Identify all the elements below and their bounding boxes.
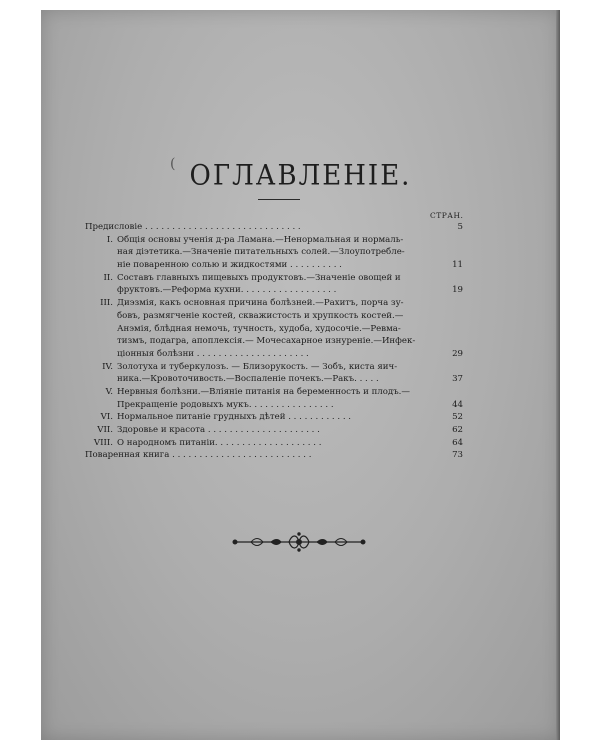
toc-line [85,234,463,247]
toc-line [85,386,463,399]
toc-entry-text: Поваренная книга . . . . . . . . . . . . . . . . . . . . . . . . . . [85,450,312,461]
toc-entry-text: тизмъ, подагра, апоплексія.— Мочесахарное изнуреніе.—Инфек- [117,336,416,347]
toc-entry-text: Предисловіе . . . . . . . . . . . . . . . . . . . . . . . . . . . . . [85,222,301,232]
toc-line [85,348,463,361]
toc-page-number: 52 [452,412,463,423]
toc-entry-text: Здоровье и красота . . . . . . . . . . . . . . . . . . . . . [117,425,320,435]
chapter-number: IV. [102,361,113,372]
decorative-ornament [231,530,367,554]
toc-line [85,272,463,285]
toc-entry-text: Нервныя болѣзни.—Вліяніе питанія на беременность и плодъ.— [117,386,411,397]
title-divider [258,199,300,200]
toc-entry-text: Нормальное питаніе грудныхъ дѣтей . . . . . . . . . . . . [117,412,352,423]
chapter-number: I. [106,234,113,245]
toc-line [85,221,463,234]
toc-line [85,361,463,374]
toc-line [85,259,463,272]
toc-line [85,246,463,259]
toc-line [85,424,463,437]
pencil-mark: ( [170,156,176,172]
toc-line [85,335,463,348]
toc-entry-text: ціонныя болѣзни . . . . . . . . . . . . . . . . . . . . . [117,348,309,359]
toc-page-number: 11 [452,260,463,271]
toc-entry-text: Составъ главныхъ пищевыхъ продуктовъ.—Значеніе овощей и [117,272,401,283]
chapter-number: III. [100,298,113,309]
chapter-number: II. [103,272,113,283]
toc-page-number: 29 [452,348,463,359]
toc-page-number: 37 [452,374,463,385]
toc-entry-text: Прекращеніе родовыхъ мукъ. . . . . . . . . . . . . . . . [117,399,334,410]
chapter-number: VIII. [93,437,113,448]
book-page [41,10,560,740]
toc-entry-text: Золотуха и туберкулозъ. — Близорукость. — Зобъ, киста яич- [117,361,398,372]
page-column-header: СТРАН. [430,211,464,220]
toc-entry-text: О народномъ питаніи. . . . . . . . . . . . . . . . . . . . [117,437,322,448]
toc-entry-text: бовъ, размягченіе костей, скважистость и хрупкость костей.— [117,310,404,321]
toc-entry-text: Диэзмія, какъ основная причина болѣзней.—Рахитъ, порча зу- [117,298,404,309]
toc-page-number: 19 [452,285,463,296]
chapter-number: VI. [100,412,113,423]
table-of-contents [85,221,463,462]
toc-page-number: 44 [452,399,463,410]
toc-line [85,373,463,386]
toc-page-number: 5 [457,222,463,232]
toc-line [85,437,463,450]
toc-entry-text: фруктовъ.—Реформа кухни. . . . . . . . . . . . . . . . . . [117,285,337,296]
page-edge [556,10,560,740]
chapter-number: V. [105,386,113,397]
toc-line [85,411,463,424]
chapter-number: VII. [97,425,113,435]
toc-entry-text: Общія основы ученія д-ра Ламана.—Ненормальная и нормаль- [117,234,404,245]
page-title: ОГЛАВЛЕНІЕ. [189,159,412,193]
toc-page-number: 73 [452,450,463,461]
toc-line [85,297,463,310]
toc-line [85,323,463,336]
toc-line [85,449,463,462]
toc-page-number: 64 [452,437,463,448]
toc-entry-text: Анэмія, блѣдная немочь, тучность, худоба, худосочіе.—Ревма- [117,323,401,334]
toc-entry-text: ная діэтетика.—Значеніе питательныхъ солей.—Злоупотребле- [117,247,405,258]
toc-entry-text: ніе поваренною солью и жидкостями . . . . . . . . . . [117,260,342,271]
toc-page-number: 62 [452,425,463,435]
toc-line [85,399,463,412]
toc-line [85,284,463,297]
toc-line [85,310,463,323]
toc-entry-text: ника.—Кровоточивость.—Воспаленіе почекъ.—Ракъ. . . . . [117,374,379,385]
